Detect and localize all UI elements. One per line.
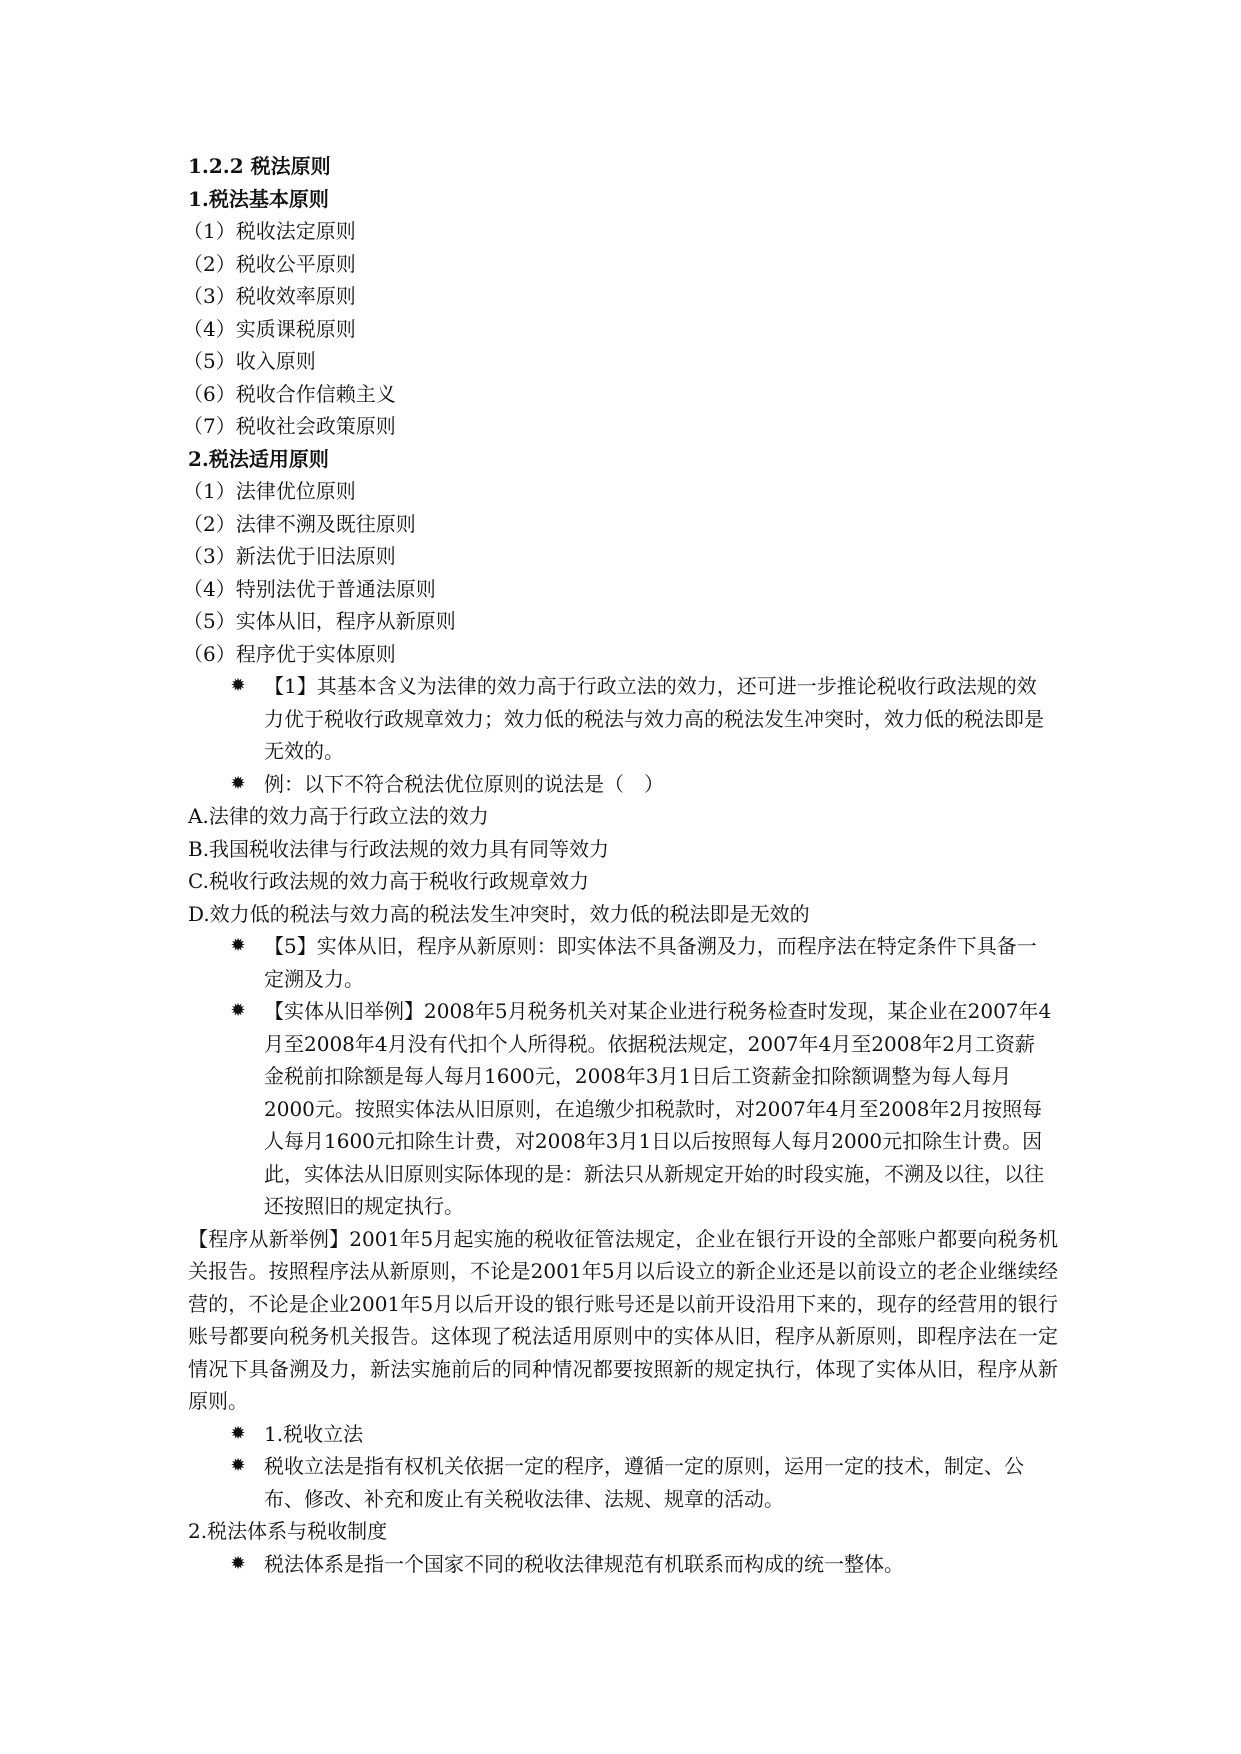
tax-system-heading: 2.税法体系与税收制度 — [188, 1519, 388, 1543]
note-5-text: 【5】实体从旧，程序从新原则：即实体法不具备溯及力，而程序法在特定条件下具备一定溯及力。 — [264, 934, 1037, 991]
list-item: （1）法律优位原则 — [183, 479, 356, 503]
tax-legislation-definition-text: 税收立法是指有权机关依据一定的程序，遵循一定的原则，运用一定的技术，制定、公布、修改、补充和废止有关税收法律、法规、规章的活动。 — [264, 1454, 1024, 1511]
document-page — [183, 150, 1058, 1580]
option-c: C.税收行政法规的效力高于税收行政规章效力 — [188, 869, 589, 893]
basic-principles-heading: 1.税法基本原则 — [188, 186, 329, 211]
list-item: （4）特别法优于普通法原则 — [183, 576, 436, 601]
list-item: （5）实体从旧，程序从新原则 — [183, 609, 456, 633]
tax-system-definition — [188, 1548, 1058, 1581]
list-item: （2）税收公平原则 — [183, 251, 356, 276]
bullet-icon: ✹ — [230, 1422, 246, 1444]
tax-legislation-title-text: 1.税收立法 — [264, 1421, 364, 1446]
list-item: （4）实质课税原则 — [183, 316, 356, 341]
applicable-principles-heading: 2.税法适用原则 — [188, 446, 329, 471]
list-item: （2）法律不溯及既往原则 — [183, 511, 416, 536]
bullet-icon: ✹ — [230, 1000, 246, 1021]
substantive-example — [188, 995, 1058, 1223]
tax-legislation-title — [188, 1418, 1058, 1451]
option-b: B.我国税收法律与行政法规的效力具有同等效力 — [188, 836, 610, 861]
option-d: D.效力低的税法与效力高的税法发生冲突时，效力低的税法即是无效的 — [188, 901, 810, 926]
list-item: （6）程序优于实体原则 — [183, 641, 396, 666]
bullet-icon: ✹ — [230, 935, 246, 956]
section-title: 1.2.2 税法原则 — [188, 154, 331, 178]
list-item: （7）税收社会政策原则 — [183, 414, 396, 438]
list-item: （3）新法优于旧法原则 — [183, 544, 396, 568]
tax-system-definition-text: 税法体系是指一个国家不同的税收法律规范有机联系而构成的统一整体。 — [264, 1551, 904, 1576]
note-5 — [188, 930, 1058, 995]
note-1 — [188, 670, 1058, 768]
bullet-icon: ✹ — [230, 772, 246, 794]
example-question-text: 例：以下不符合税法优位原则的说法是（ ） — [264, 771, 664, 796]
example-question — [188, 768, 1058, 801]
bullet-icon: ✹ — [230, 1455, 246, 1476]
list-item: （3）税收效率原则 — [183, 284, 356, 308]
list-item: （5）收入原则 — [183, 349, 316, 373]
bullet-icon: ✹ — [230, 675, 246, 696]
procedural-example: 【程序从新举例】2001年5月起实施的税收征管法规定，企业在银行开设的全部账户都要向税务机关报告。按照程序法从新原则，不论是2001年5月以后设立的新企业还是以前设立的老企业继续经营的，不论是企业2001年5月以后开设的银行账号还是以前开设沿用下来的，现存的经营用的银行账号都要向税务机关报告。这体现了税法适用原则中的实体从旧，程序从新原则，即程序法在一定情况下具备溯及力，新法实施前后的同种情况都要按照新的规定执行，体现了实体从旧，程序从新原则。 — [188, 1226, 1058, 1413]
bullet-icon: ✹ — [230, 1552, 246, 1574]
list-item: （6）税收合作信赖主义 — [183, 381, 396, 406]
option-a: A.法律的效力高于行政立法的效力 — [188, 804, 489, 828]
tax-legislation-definition — [188, 1450, 1058, 1515]
list-item: （1）税收法定原则 — [183, 219, 356, 243]
note-1-text: 【1】其基本含义为法律的效力高于行政立法的效力，还可进一步推论税收行政法规的效力优于税收行政规章效力；效力低的税法与效力高的税法发生冲突时，效力低的税法即是无效的。 — [264, 674, 1044, 763]
substantive-example-text: 【实体从旧举例】2008年5月税务机关对某企业进行税务检查时发现，某企业在2007年4月至2008年4月没有代扣个人所得税。依据税法规定，2007年4月至2008年2月工资薪金税前扣除额是每人每月1600元，2008年3月1日后工资薪金扣除额调整为每人每月2000元。按照实体法从旧原则，在追缴少扣税款时，对2007年4月至2008年2月按照每人每月1600元扣除生计费，对2008年3月1日以后按照每人每月2000元扣除生计费。因此，实体法从旧原则实际体现的是：新法只从新规定开始的时段实施，不溯及以往，以往还按照旧的规定执行。 — [264, 999, 1052, 1218]
